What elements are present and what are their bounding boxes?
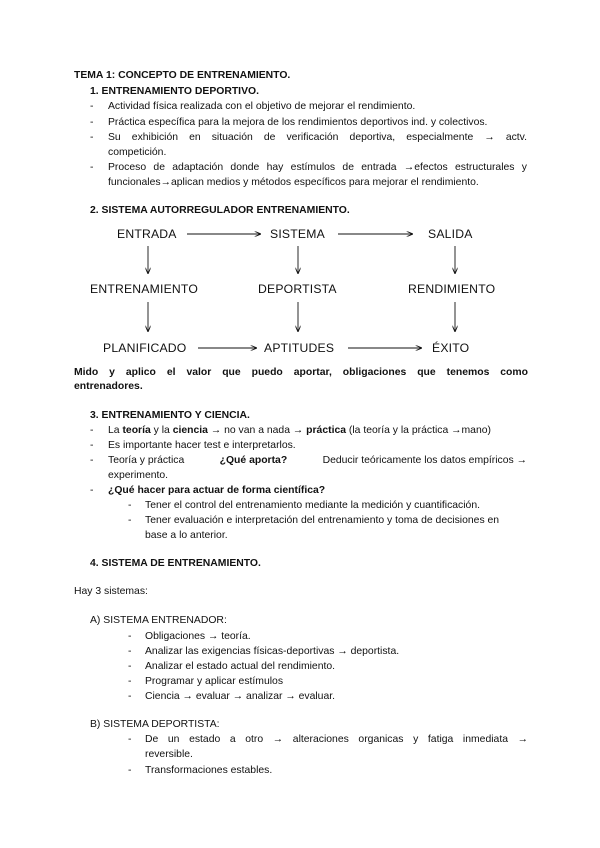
- bullet-dash: -: [128, 515, 132, 526]
- s3-item-1-c: y la: [150, 425, 173, 436]
- s3-item-3-cont: experimento.: [108, 470, 169, 481]
- system-a-item-5: Ciencia → evaluar → analizar → evaluar.: [145, 691, 336, 702]
- diagram-exito: ÉXITO: [432, 341, 470, 355]
- section-1-heading: 1. ENTRENAMIENTO DEPORTIVO.: [90, 86, 259, 97]
- diagram-salida: SALIDA: [428, 227, 473, 241]
- bullet-dash: -: [90, 162, 94, 173]
- bullet-dash: -: [90, 440, 94, 451]
- s1-item-3-cont: competición.: [108, 147, 167, 158]
- system-a-item-1: Obligaciones → teoría.: [145, 631, 251, 642]
- system-b-item-1-cont: reversible.: [145, 749, 193, 760]
- bullet-dash: -: [128, 500, 132, 511]
- diagram-deportista: DEPORTISTA: [258, 282, 337, 296]
- s1-item-4-cont: funcionales→aplican medios y métodos específicos para mejorar el rendimiento.: [108, 177, 479, 188]
- diagram-entrenamiento: ENTRENAMIENTO: [90, 282, 199, 296]
- s3-item-3-question: ¿Qué aporta?: [219, 455, 288, 466]
- s3-item-1-e: → no van a nada →: [207, 425, 307, 436]
- section-4-intro: Hay 3 sistemas:: [74, 586, 148, 597]
- bullet-dash: -: [128, 661, 132, 672]
- s3-item-1-a: La: [108, 425, 123, 436]
- s3-item-1-g: (la teoría y la práctica →mano): [346, 425, 491, 436]
- bullet-dash: -: [128, 734, 132, 745]
- bullet-dash: -: [90, 455, 94, 466]
- s1-item-4: Proceso de adaptación donde hay estímulos de entrada →efectos estructurales y: [108, 162, 527, 173]
- s3-item-1-teoria: teoría: [122, 425, 151, 436]
- section-2-heading: 2. SISTEMA AUTORREGULADOR ENTRENAMIENTO.: [90, 205, 350, 216]
- bullet-dash: -: [128, 765, 132, 776]
- diagram-sistema: SISTEMA: [270, 227, 325, 241]
- section-4-heading: 4. SISTEMA DE ENTRENAMIENTO.: [90, 558, 261, 569]
- bullet-dash: -: [90, 485, 94, 496]
- bullet-dash: -: [90, 132, 94, 143]
- diagram-rendimiento: RENDIMIENTO: [408, 282, 496, 296]
- s3-item-1-ciencia: ciencia: [172, 425, 208, 436]
- bullet-dash: -: [90, 425, 94, 436]
- s3-item-4: ¿Qué hacer para actuar de forma científica?: [108, 485, 326, 496]
- s3-sub-1: Tener el control del entrenamiento mediante la medición y cuantificación.: [145, 500, 480, 511]
- bullet-dash: -: [90, 101, 94, 112]
- system-a-item-3: Analizar el estado actual del rendimiento.: [145, 661, 336, 672]
- s1-item-2: Práctica específica para la mejora de los rendimientos deportivos ind. y colectivos.: [108, 117, 488, 128]
- s1-item-1: Actividad física realizada con el objetivo de mejorar el rendimiento.: [108, 101, 416, 112]
- system-a-heading: A) SISTEMA ENTRENADOR:: [90, 615, 227, 626]
- section-2-note-line-2: entrenadores.: [74, 381, 143, 392]
- s3-item-3: [108, 455, 527, 466]
- s3-item-3-c: Deducir teóricamente los datos empíricos →: [322, 455, 527, 466]
- system-a-item-4: Programar y aplicar estímulos: [145, 676, 284, 687]
- diagram-planificado: PLANIFICADO: [103, 341, 187, 355]
- s3-sub-2-cont: base a lo anterior.: [145, 530, 228, 541]
- s3-item-3-a: Teoría y práctica: [108, 455, 185, 466]
- bullet-dash: -: [128, 631, 132, 642]
- section-3-heading: 3. ENTRENAMIENTO Y CIENCIA.: [90, 410, 250, 421]
- s3-item-1-practica: práctica: [306, 425, 347, 436]
- system-b-item-2: Transformaciones estables.: [145, 765, 273, 776]
- s1-item-3: Su exhibición en situación de verificación deportiva, especialmente → actv.: [108, 132, 527, 143]
- diagram-entrada: ENTRADA: [117, 227, 177, 241]
- diagram-aptitudes: APTITUDES: [264, 341, 335, 355]
- system-a-item-2: Analizar las exigencias físicas-deportivas → deportista.: [145, 646, 400, 657]
- document-title: TEMA 1: CONCEPTO DE ENTRENAMIENTO.: [74, 70, 291, 81]
- bullet-dash: -: [128, 691, 132, 702]
- system-b-heading: B) SISTEMA DEPORTISTA:: [90, 719, 220, 730]
- s3-item-1: [108, 425, 491, 436]
- section-2-note-line-1: Mido y aplico el valor que puedo aportar, obligaciones que tenemos como: [74, 367, 528, 378]
- s3-sub-2: Tener evaluación e interpretación del entrenamiento y toma de decisiones en: [145, 515, 500, 526]
- bullet-dash: -: [128, 646, 132, 657]
- bullet-dash: -: [128, 676, 132, 687]
- s3-item-2: Es importante hacer test e interpretarlos.: [108, 440, 296, 451]
- system-b-item-1: De un estado a otro → alteraciones organicas y fatiga inmediata →: [145, 734, 528, 745]
- bullet-dash: -: [90, 117, 94, 128]
